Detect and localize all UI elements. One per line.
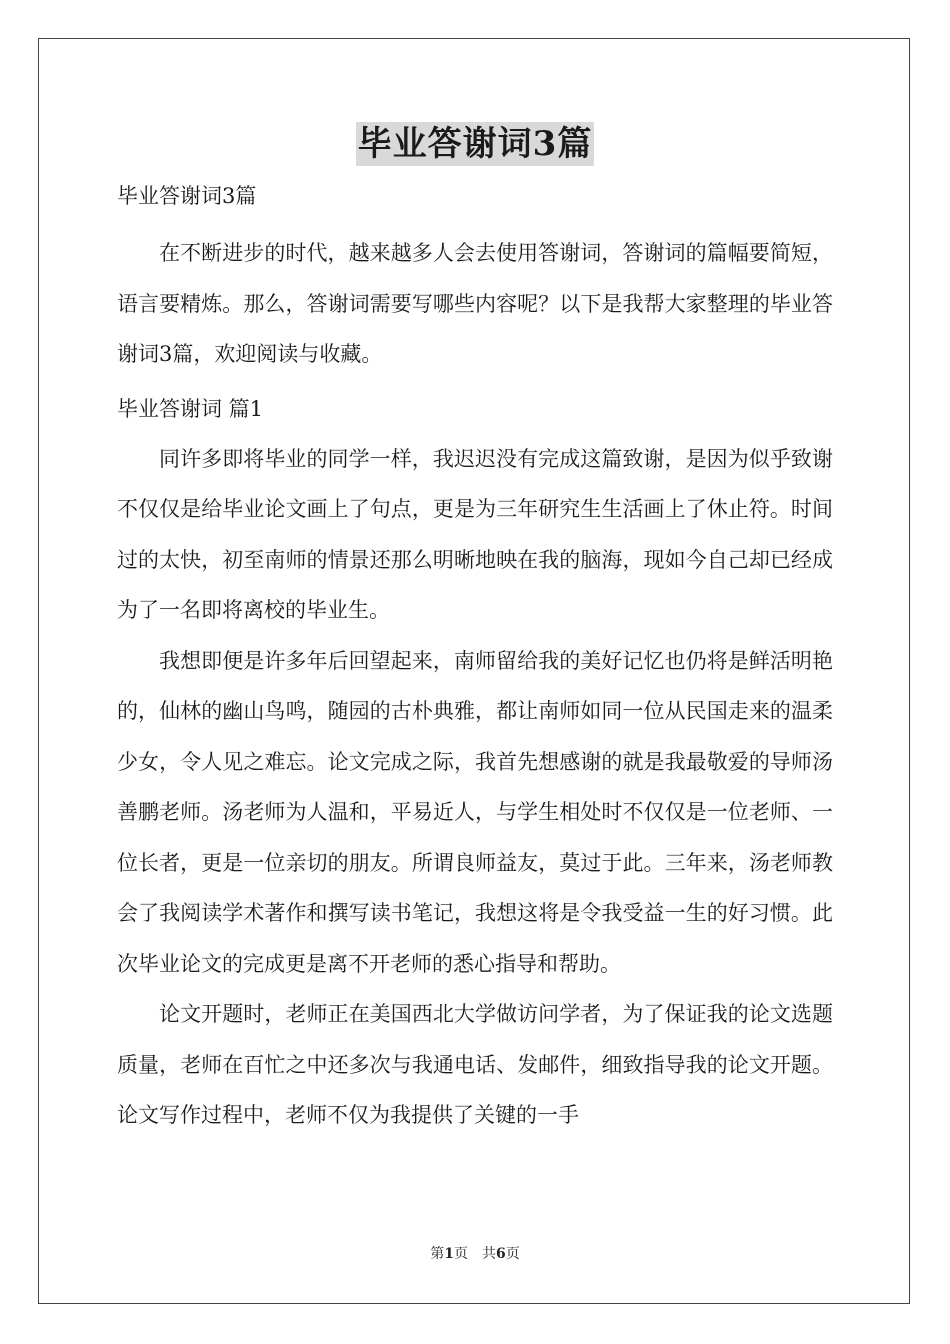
footer-page-prefix: 第 <box>430 1246 445 1262</box>
footer-total-prefix: 共 <box>482 1246 496 1262</box>
document-title: 毕业答谢词3篇 <box>357 124 593 164</box>
page-footer <box>0 1243 950 1263</box>
section-heading: 毕业答谢词 篇1 <box>117 396 264 421</box>
document-subtitle: 毕业答谢词3篇 <box>117 184 257 208</box>
footer-page-unit: 页 <box>454 1246 468 1262</box>
footer-page-total: 6 <box>496 1246 506 1262</box>
title-wrap <box>117 122 833 170</box>
body-paragraph-1: 同许多即将毕业的同学一样，我迟迟没有完成这篇致谢，是因为似乎致谢不仅仅是给毕业论文画上了句点，更是为三年研究生生活画上了休止符。时间过的太快，初至南师的情景还那么明晰地映在我的脑海，现如今自己却已经成为了一名即将离校的毕业生。 <box>117 446 833 622</box>
intro-paragraph: 在不断进步的时代，越来越多人会去使用答谢词，答谢词的篇幅要简短，语言要精炼。那么，答谢词需要写哪些内容呢？以下是我帮大家整理的毕业答谢词3篇，欢迎阅读与收藏。 <box>117 241 833 366</box>
footer-total-unit: 页 <box>505 1246 520 1262</box>
body-paragraph-3: 论文开题时，老师正在美国西北大学做访问学者，为了保证我的论文选题质量，老师在百忙之中还多次与我通电话、发邮件，细致指导我的论文开题。论文写作过程中，老师不仅为我提供了关键的一手 <box>117 1002 833 1127</box>
body-paragraph-2: 我想即便是许多年后回望起来，南师留给我的美好记忆也仍将是鲜活明艳的，仙林的幽山鸟鸣，随园的古朴典雅，都让南师如同一位从民国走来的温柔少女，令人见之难忘。论文完成之际，我首先想感谢的就是我最敬爱的导师汤善鹏老师。汤老师为人温和，平易近人，与学生相处时不仅仅是一位老师、一位长者，更是一位亲切的朋友。所谓良师益友，莫过于此。三年来，汤老师教会了我阅读学术著作和撰写读书笔记，我想这将是令我受益一生的好习惯。此次毕业论文的完成更是离不开老师的悉心指导和帮助。 <box>117 648 833 976</box>
document-body <box>117 122 833 1141</box>
footer-page-current: 1 <box>444 1246 454 1262</box>
